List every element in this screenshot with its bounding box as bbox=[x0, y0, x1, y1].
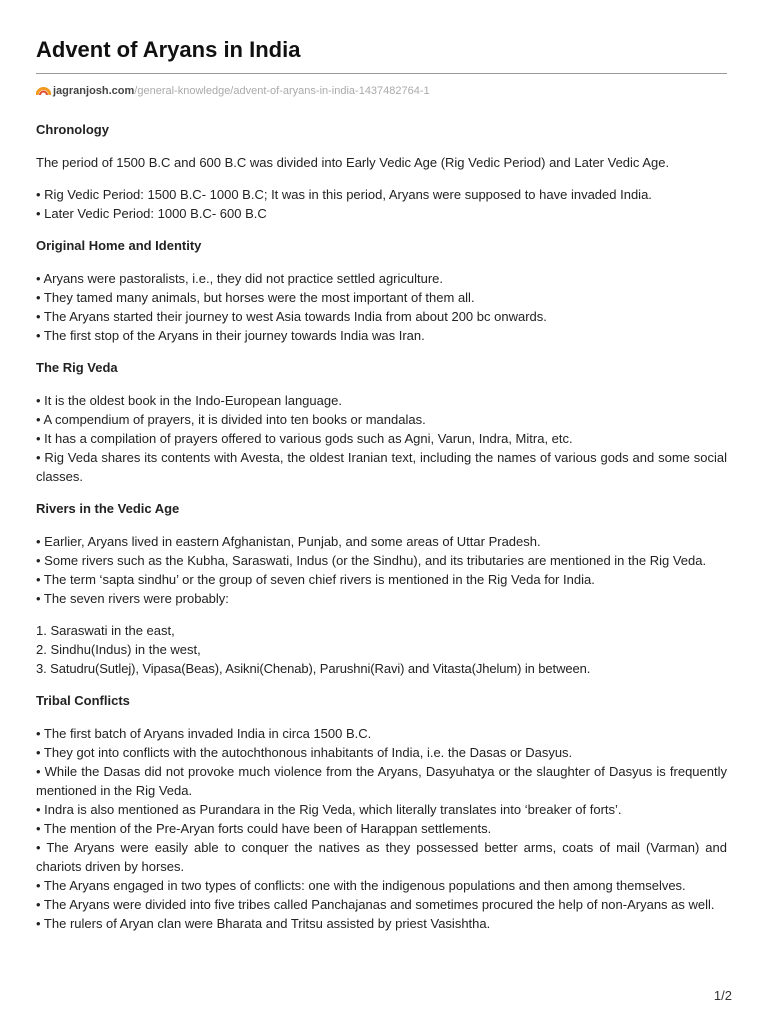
list-item: • The first batch of Aryans invaded India in circa 1500 B.C. bbox=[36, 726, 372, 741]
source-link[interactable] bbox=[36, 84, 430, 98]
list-item: • The mention of the Pre-Aryan forts could have been of Harappan settlements. bbox=[36, 821, 492, 836]
bullet-list bbox=[36, 532, 727, 608]
list-item: • It is the oldest book in the Indo-European language. bbox=[36, 393, 342, 408]
section-heading: Tribal Conflicts bbox=[36, 693, 130, 708]
list-item: • Some rivers such as the Kubha, Saraswati, Indus (or the Sindhu), and its tributaries are mentioned in the Rig Veda. bbox=[36, 553, 707, 568]
list-item: • The Aryans were easily able to conquer the natives as they possessed better arms, coats of mail (Varman) and chariots driven by horses. bbox=[36, 840, 727, 874]
list-item: 2. Sindhu(Indus) in the west, bbox=[36, 642, 201, 657]
section-heading: The Rig Veda bbox=[36, 360, 118, 375]
list-item: • They tamed many animals, but horses were the most important of them all. bbox=[36, 290, 475, 305]
list-item: • The seven rivers were probably: bbox=[36, 591, 229, 606]
source-path: /general-knowledge/advent-of-aryans-in-india-1437482764-1 bbox=[134, 85, 430, 97]
list-item: • The Aryans engaged in two types of conflicts: one with the indigenous populations and then among themselves. bbox=[36, 878, 686, 893]
section-rig-veda bbox=[36, 358, 727, 486]
title-divider bbox=[36, 73, 727, 74]
list-item: • Later Vedic Period: 1000 B.C- 600 B.C bbox=[36, 206, 267, 221]
bullet-list bbox=[36, 269, 727, 345]
section-rivers bbox=[36, 499, 727, 678]
paragraph: The period of 1500 B.C and 600 B.C was divided into Early Vedic Age (Rig Vedic Period) and Later Vedic Age. bbox=[36, 155, 670, 170]
list-item: 3. Satudru(Sutlej), Vipasa(Beas), Asikni(Chenab), Parushni(Ravi) and Vitasta(Jhelum) in between. bbox=[36, 661, 591, 676]
section-tribal-conflicts bbox=[36, 691, 727, 933]
list-item: • A compendium of prayers, it is divided into ten books or mandalas. bbox=[36, 412, 426, 427]
section-original-home bbox=[36, 236, 727, 345]
list-item: • Earlier, Aryans lived in eastern Afghanistan, Punjab, and some areas of Uttar Pradesh. bbox=[36, 534, 541, 549]
list-item: • The Aryans started their journey to west Asia towards India from about 200 bc onwards. bbox=[36, 309, 547, 324]
list-item: • The Aryans were divided into five tribes called Panchajanas and sometimes procured the help of non-Aryans as well. bbox=[36, 897, 715, 912]
article-body bbox=[36, 120, 727, 946]
section-heading: Rivers in the Vedic Age bbox=[36, 501, 180, 516]
source-domain: jagranjosh.com bbox=[53, 85, 135, 97]
list-item: 1. Saraswati in the east, bbox=[36, 623, 175, 638]
jagranjosh-logo-icon bbox=[36, 85, 51, 95]
list-item: • Aryans were pastoralists, i.e., they did not practice settled agriculture. bbox=[36, 271, 444, 286]
page-title: Advent of Aryans in India bbox=[36, 37, 301, 62]
list-item: • While the Dasas did not provoke much violence from the Aryans, Dasyuhatya or the slaughter of Dasyus is frequently mentioned in the Rig Veda. bbox=[36, 764, 727, 798]
numbered-list bbox=[36, 621, 727, 678]
section-heading: Chronology bbox=[36, 122, 109, 137]
list-item: • The rulers of Aryan clan were Bharata and Tritsu assisted by priest Vasishtha. bbox=[36, 916, 491, 931]
list-item: • The term ‘sapta sindhu’ or the group of seven chief rivers is mentioned in the Rig Veda for India. bbox=[36, 572, 595, 587]
list-item: • They got into conflicts with the autochthonous inhabitants of India, i.e. the Dasas or Dasyus. bbox=[36, 745, 573, 760]
bullet-list bbox=[36, 724, 727, 933]
bullet-list bbox=[36, 185, 727, 223]
page-number: 1/2 bbox=[713, 988, 732, 1003]
list-item: • It has a compilation of prayers offered to various gods such as Agni, Varun, Indra, Mitra, etc. bbox=[36, 431, 573, 446]
list-item: • The first stop of the Aryans in their journey towards India was Iran. bbox=[36, 328, 425, 343]
section-heading: Original Home and Identity bbox=[36, 238, 202, 253]
list-item: • Rig Vedic Period: 1500 B.C- 1000 B.C; It was in this period, Aryans were supposed to have invaded India. bbox=[36, 187, 652, 202]
bullet-list bbox=[36, 391, 727, 486]
list-item: • Rig Veda shares its contents with Avesta, the oldest Iranian text, including the names of various gods and some social classes. bbox=[36, 450, 727, 484]
list-item: • Indra is also mentioned as Purandara in the Rig Veda, which literally translates into ‘breaker of forts’. bbox=[36, 802, 622, 817]
section-chronology bbox=[36, 120, 727, 223]
